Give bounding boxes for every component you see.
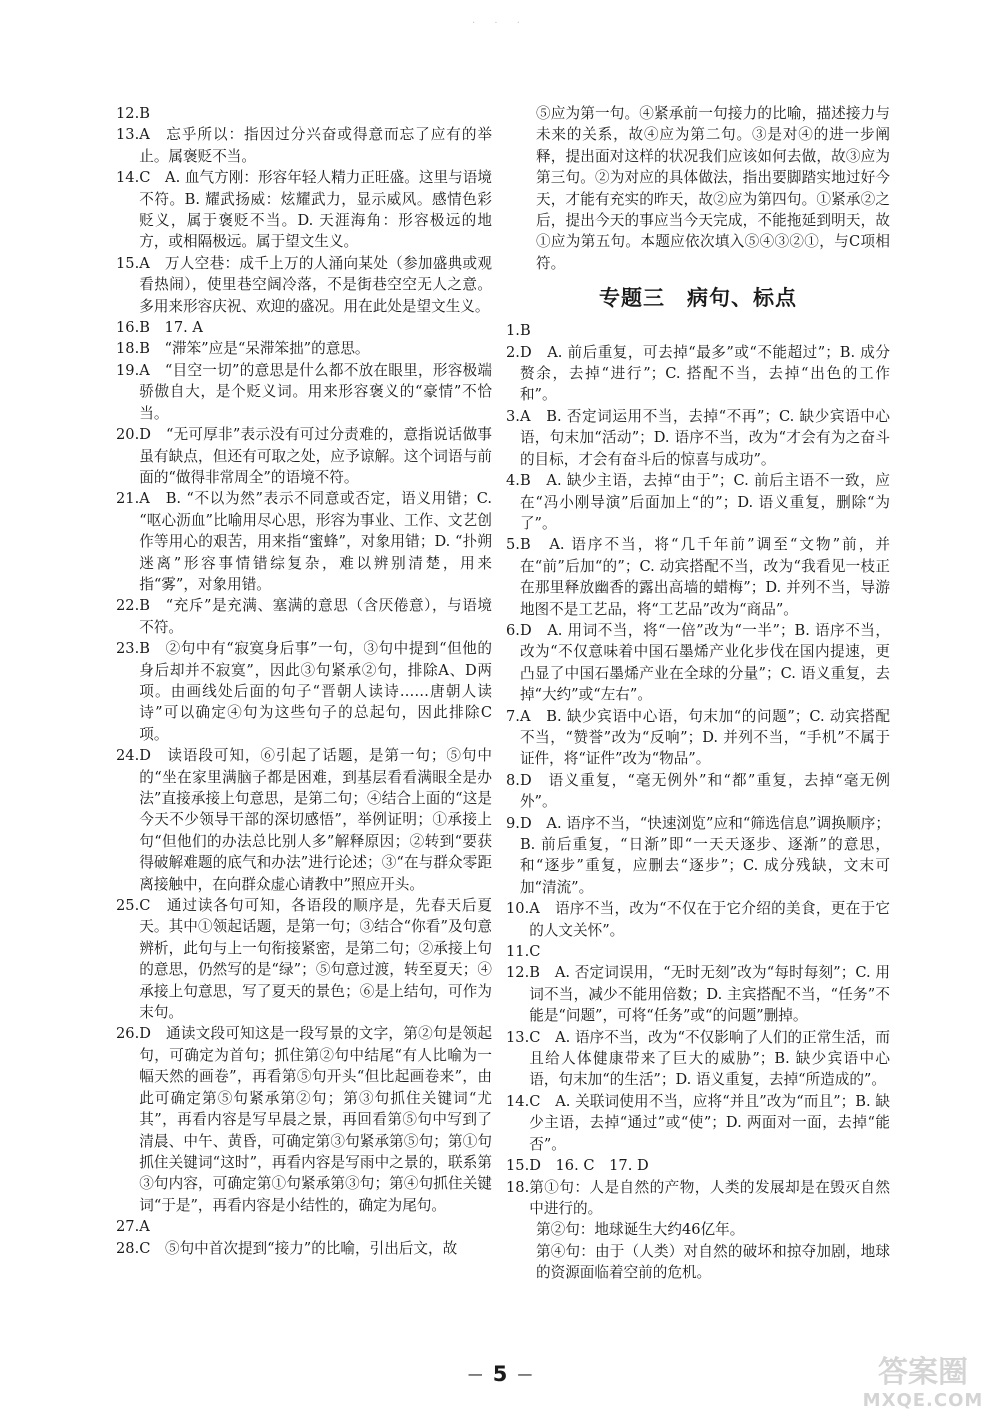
section-heading: 专题三 病句、标点 [599,286,797,311]
answer-item: 13. A 忘乎所以：指因过分兴奋或得意而忘了应有的举止。属褒贬不当。 [116,126,492,165]
answer-item: 24. D 读语段可知，⑥引起了话题，是第一句；⑤句中的“坐在家里满脑子都是困难，到基层看看满眼全是办法”直接承接上句意思，是第二句；④结合上面的“这是今天不少领导干部的深切感悟”，举例证明；①承接上句“但他们的办法总比别人多”解释原因；②转到“要获得破解难题的底气和办法”进行论述；③“在与群众零距离接触中，在向群众虚心请教中”照应开头。 [116,747,492,893]
answer-item: 15. D 16. C 17. D [506,1157,649,1175]
footer-dash: — [517,1365,533,1383]
answer-item: 26. D 通读文段可知这是一段写景的文字，第②句是领起句，可确定为首句；抓住第②句中结尾“有人比喻为一幅天然的画卷”，再看第⑤句开头“但比起画卷来”，由此可确定第⑤句紧承第②句；第③句抓住关键词“尤其”，再看内容是写早晨之景，再回看第⑤句中写到了清晨、中午、黄昏，可确定第③句紧承第⑤句；第①句抓住关键词“这时”，再看内容是写雨中之景的，联系第③句内容，可确定第①句紧承第③句；第④句抓住关键词“于是”，再看内容是小结性的，确定为尾句。 [116,1025,492,1214]
answer-item: 16. B 17. A [116,319,203,337]
left-column [116,103,492,1259]
answer-item: 20. D “无可厚非”表示没有可过分责难的，意指说话做事虽有缺点，但还有可取之处，应予谅解。这个词语与前面的“做得非常周全”的语境不符。 [116,426,492,486]
answer-item: 23. B ②句中有“寂寞身后事”一句，③句中提到“但他的身后却并不寂寞”，因此③句紧承②句，排除A、D两项。由画线处后面的句子“晋朝人读诗……唐朝人读诗”可以确定④句为这些句子的总起句，因此排除C项。 [116,640,492,743]
watermark-logo [858,1356,988,1418]
answer-item: 1. B [506,322,531,340]
right-column [506,103,890,1284]
answer-item: 22. B “充斥”是充满、塞满的意思（含厌倦意），与语境不符。 [116,597,492,636]
answer-item: 27. A [116,1218,150,1236]
answer-item: 25. C 通过读各句可知，各语段的顺序是，先春天后夏天。其中①领起话题，是第一句；③结合“你看”及句意辨析，此句与上一句衔接紧密，是第二句；②承接上句的意思，仍然写的是“绿”；⑤句意过渡，转至夏天；④承接上句意思，写了夏天的景色；⑥是上结句，可作为末句。 [116,897,492,1022]
continued-answer-line: 第④句：由于（人类）对自然的破坏和掠夺加剧，地球的资源面临着空前的危机。 [536,1242,890,1282]
footer-dash: — [467,1365,483,1383]
answer-item: 12. B [116,105,150,122]
answer-item: 8. D 语义重复，“毫无例外”和“都”重复，去掉“毫无例外”。 [506,771,890,811]
watermark-title: 答案圈 [878,1355,968,1390]
continued-answer-line: 第②句：地球诞生大约46亿年。 [536,1221,745,1239]
answer-item: 18. 第①句：人是自然的产物，人类的发展却是在毁灭自然中进行的。 [506,1178,890,1217]
answer-item: 5. B A. 语序不当，将“几千年前”调至“文物”前，并在“前”后加“的”；C. 动宾搭配不当，改为“我看见一枝正在那里释放幽香的露出高墙的蜡梅”；D. 并列不当，导游地图不是工艺品，将“工艺品”改为“商品”。 [506,536,890,618]
page-number: 5 [492,1362,508,1386]
answer-item: 28. C ⑤句中首次提到“接力”的比喻，引出后文，故 [116,1239,458,1257]
answer-item: 10. A 语序不当，改为“不仅在于它介绍的美食，更在于它的人文关怀”。 [506,900,890,939]
answer-item: 13. C A. 语序不当，改为“不仅影响了人们的正常生活，而且给人体健康带来了巨大的威胁”；B. 缺少宾语中心语，句末加“的生活”；D. 语义重复，去掉“所造成的”。 [506,1028,890,1089]
answer-item: 6. D A. 用词不当，将“一倍”改为“一半”；B. 语序不当，改为“不仅意味着中国石墨烯产业化步伐在国内提速，更凸显了中国石墨烯产业在全球的分量”；C. 语义重复，去掉“大约”或“左右”。 [506,621,890,704]
answer-item: 19. A “目空一切”的意思是什么都不放在眼里，形容极端骄傲自大，是个贬义词。用来形容褒义的“豪情”不恰当。 [116,361,492,422]
answer-item: 21. A B. “不以为然”表示不同意或否定，语义用错；C. “呕心沥血”比喻用尽心思，形容为事业、工作、文艺创作等用心的艰苦，用来指“蜜蜂”，对象用错；D. “扑朔迷离”形容事情错综复杂，难以辨别清楚，用来指“雾”，对象用错。 [116,490,492,593]
answer-item: 12. B A. 否定词误用，“无时无刻”改为“每时每刻”；C. 用词不当，减少不能用倍数；D. 主宾搭配不当，“任务”不能是“问题”，可将“任务”或“的问题”删掉。 [506,964,890,1025]
answer-item: 3. A B. 否定词运用不当，去掉“不再”；C. 缺少宾语中心语，句末加“活动”；D. 语序不当，改为“才会有为之奋斗的目标，才会有奋斗后的惊喜与成功”。 [506,407,890,468]
answer-item: 18. B “滞笨”应是“呆滞笨拙”的意思。 [116,340,370,358]
answer-item: 7. A B. 缺少宾语中心语，句末加“的问题”；C. 动宾搭配不当，“赞誉”改为“反响”；D. 并列不当，“手机”不属于证件，将“证件”改为“物品”。 [506,707,890,768]
watermark-domain: MXQE.COM [862,1390,984,1411]
answer-item: 2. D A. 前后重复，可去掉“最多”或“不能超过”；B. 成分赘余，去掉“进行”；C. 搭配不当，去掉“出色的工作和”。 [506,343,890,404]
answer-item: 14. C A. 血气方刚：形容年轻人精力正旺盛。这里与语境不符。B. 耀武扬威：炫耀武力，显示威风。感情色彩贬义，属于褒贬不当。D. 天涯海角：形容极远的地方，或相隔极远。属于望文生义。 [116,169,492,251]
page-footer [0,1362,1000,1386]
top-edge-marks: · · · [472,18,528,29]
answer-item: 15. A 万人空巷：成千上万的人涌向某处（参加盛典或观看热闹），使里巷空阔冷落，不是街巷空空无人之意。多用来形容庆祝、欢迎的盛况。用在此处是望文生义。 [116,254,492,315]
continued-answer: ⑤应为第一句。④紧承前一句接力的比喻，描述接力与未来的关系，故④应为第二句。③是对④的进一步阐释，提出面对这样的状况我们应该如何去做，故③应为第三句。②为对应的具体做法，指出要脚踏实地过好今天，才能有充实的昨天，故②应为第四句。①紧承②之后，提出今天的事应当今天完成，不能拖延到明天，故①应为第五句。本题应依次填入⑤④③②①，与C项相符。 [536,105,890,272]
answer-item: 4. B A. 缺少主语，去掉“由于”；C. 前后主语不一致，应在“冯小刚导演”后面加上“的”；D. 语义重复，删除“为了”。 [506,472,890,532]
answer-item: 14. C A. 关联词使用不当，应将“并且”改为“而且”；B. 缺少主语，去掉“通过”或“使”；D. 两面对一面，去掉“能否”。 [506,1092,890,1153]
answer-item: 11. C [506,943,541,961]
answer-item: 9. D A. 语序不当，“快速浏览”应和“筛选信息”调换顺序；B. 前后重复，“日渐”即“一天天逐步、逐渐”的意思，和“逐步”重复，应删去“逐步”；C. 成分残缺，文末可加“清流”。 [506,814,890,896]
